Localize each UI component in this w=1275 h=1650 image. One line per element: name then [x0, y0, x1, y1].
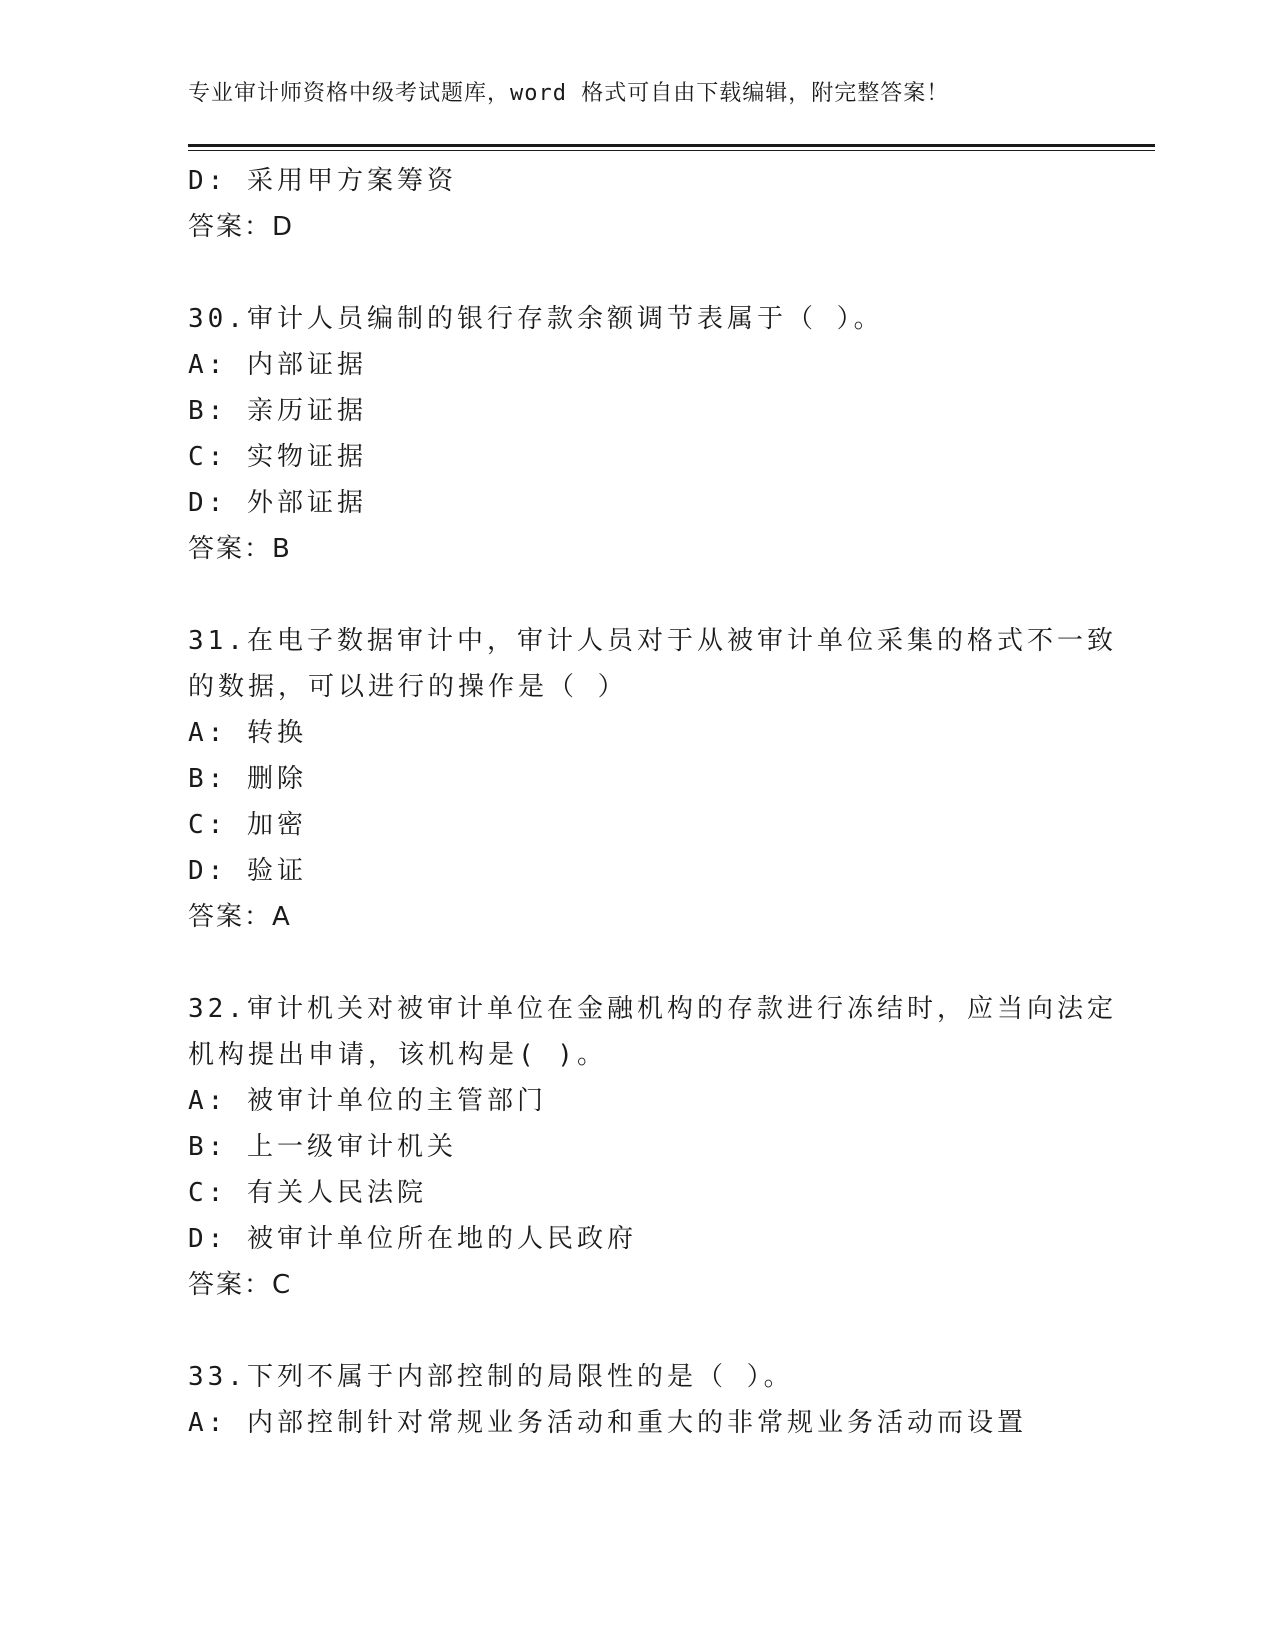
question-text: 31.在电子数据审计中，审计人员对于从被审计单位采集的格式不一致	[188, 626, 1117, 656]
option-b: B: 上一级审计机关	[188, 1132, 457, 1162]
header-rule-thick	[188, 144, 1155, 147]
spacer	[188, 1308, 1088, 1354]
question-text: 30.审计人员编制的银行存款余额调节表属于（ ）。	[188, 304, 884, 334]
spacer	[188, 250, 1088, 296]
answer-line: 答案：D	[188, 212, 295, 242]
option-d: D: 采用甲方案筹资	[188, 166, 457, 196]
question-content	[188, 158, 1117, 1446]
question-33	[188, 1354, 1088, 1446]
option-a: A: 内部控制针对常规业务活动和重大的非常规业务活动而设置	[188, 1408, 1027, 1438]
spacer	[188, 940, 1088, 986]
option-a: A: 被审计单位的主管部门	[188, 1086, 547, 1116]
option-c: C: 加密	[188, 810, 307, 840]
question-31	[188, 618, 1117, 940]
option-b: B: 删除	[188, 764, 307, 794]
question-32	[188, 986, 1117, 1308]
question-text-continued: 机构提出申请，该机构是( )。	[188, 1040, 607, 1070]
page-header: 专业审计师资格中级考试题库，word 格式可自由下载编辑，附完整答案！	[188, 81, 950, 106]
option-d: D: 外部证据	[188, 488, 367, 518]
option-a: A: 转换	[188, 718, 307, 748]
option-b: B: 亲历证据	[188, 396, 367, 426]
question-text-continued: 的数据，可以进行的操作是（ ）	[188, 672, 628, 702]
question-30	[188, 296, 1088, 572]
option-d: D: 验证	[188, 856, 307, 886]
answer-line: 答案：B	[188, 534, 292, 564]
question-text: 32.审计机关对被审计单位在金融机构的存款进行冻结时，应当向法定	[188, 994, 1117, 1024]
option-d: D: 被审计单位所在地的人民政府	[188, 1224, 637, 1254]
spacer	[188, 572, 1088, 618]
option-c: C: 有关人民法院	[188, 1178, 427, 1208]
answer-line: 答案：C	[188, 1270, 293, 1300]
answer-line: 答案：A	[188, 902, 292, 932]
header-rule-thin	[188, 150, 1155, 151]
option-a: A: 内部证据	[188, 350, 367, 380]
question-text: 33.下列不属于内部控制的局限性的是（ ）。	[188, 1362, 794, 1392]
option-c: C: 实物证据	[188, 442, 367, 472]
